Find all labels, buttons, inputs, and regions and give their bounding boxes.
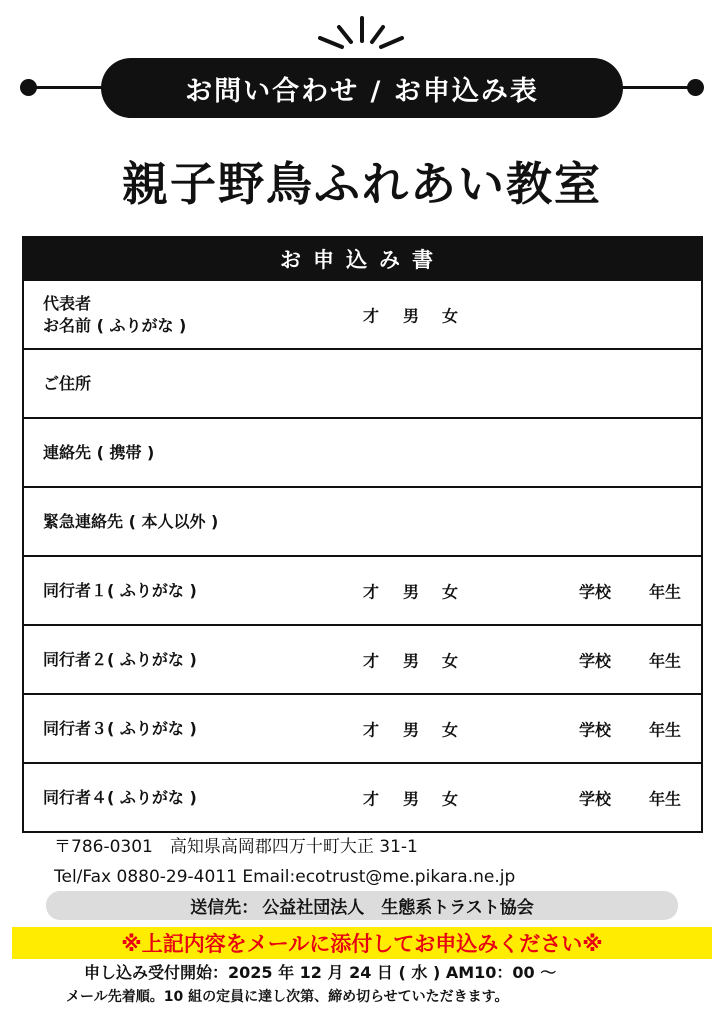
representative-label-line2: お名前 ( ふりがな ) — [43, 315, 187, 335]
send-to-org: 公益社団法人 生態系トラスト協会 — [262, 898, 534, 918]
sparkle-icon — [312, 14, 412, 54]
contact-label: 連絡先 ( 携帯 ) — [43, 442, 155, 462]
application-start-date: 申し込み受付開始：2025 年 12 月 24 日 ( 水 ) AM10：00 〜 — [84, 963, 557, 982]
emergency-contact-label: 緊急連絡先 ( 本人以外 ) — [43, 511, 219, 531]
female-option[interactable]: 女 — [442, 651, 459, 670]
contact-row[interactable] — [24, 417, 701, 486]
school-label: 学校 — [579, 720, 612, 739]
school-label: 学校 — [579, 582, 612, 601]
school-label: 学校 — [579, 789, 612, 808]
representative-label — [43, 293, 186, 337]
header-badge: お問い合わせ / お申込み表 — [101, 58, 623, 118]
female-option[interactable]: 女 — [442, 306, 459, 325]
postal-address: 〒786-0301 高知県高岡郡四万十町大正 31-1 — [54, 837, 418, 857]
male-option[interactable]: 男 — [403, 306, 420, 325]
female-option[interactable]: 女 — [442, 720, 459, 739]
first-come-note: メール先着順。10 組の定員に達し次第、締め切らせていただきます。 — [66, 989, 509, 1005]
send-to-box — [46, 891, 678, 920]
page-title: 親子野鳥ふれあい教室 — [122, 157, 602, 211]
companion-label: 同行者１( ふりがな ) — [43, 580, 197, 600]
decorative-dot-right — [687, 79, 704, 96]
representative-row[interactable] — [24, 279, 701, 348]
representative-label-line1: 代表者 — [43, 293, 92, 313]
form-heading: お申込み書 — [24, 238, 701, 279]
grade-label: 年生 — [649, 789, 682, 808]
female-option[interactable]: 女 — [442, 789, 459, 808]
send-to-label: 送信先： — [190, 898, 259, 918]
grade-label: 年生 — [649, 651, 682, 670]
female-option[interactable]: 女 — [442, 582, 459, 601]
grade-label: 年生 — [649, 720, 682, 739]
age-unit: 才 — [363, 651, 380, 670]
companion-row[interactable] — [24, 624, 701, 693]
male-option[interactable]: 男 — [403, 582, 420, 601]
companion-row[interactable] — [24, 762, 701, 831]
companion-label: 同行者２( ふりがな ) — [43, 649, 197, 669]
age-unit: 才 — [363, 720, 380, 739]
tel-email: Tel/Fax 0880-29-4011 Email:ecotrust@me.pikara.ne.jp — [54, 867, 516, 887]
companion-label: 同行者３( ふりがな ) — [43, 718, 197, 738]
email-notice-banner: ※上記内容をメールに添付してお申込みください※ — [12, 927, 712, 959]
application-form — [22, 236, 703, 833]
address-label: ご住所 — [43, 373, 92, 393]
companion-label: 同行者４( ふりがな ) — [43, 787, 197, 807]
grade-label: 年生 — [649, 582, 682, 601]
emergency-contact-row[interactable] — [24, 486, 701, 555]
address-row[interactable] — [24, 348, 701, 417]
age-unit: 才 — [363, 582, 380, 601]
male-option[interactable]: 男 — [403, 720, 420, 739]
age-unit: 才 — [363, 306, 380, 325]
male-option[interactable]: 男 — [403, 651, 420, 670]
decorative-dot-left — [20, 79, 37, 96]
school-label: 学校 — [579, 651, 612, 670]
companion-row[interactable] — [24, 555, 701, 624]
companion-row[interactable] — [24, 693, 701, 762]
male-option[interactable]: 男 — [403, 789, 420, 808]
age-unit: 才 — [363, 789, 380, 808]
